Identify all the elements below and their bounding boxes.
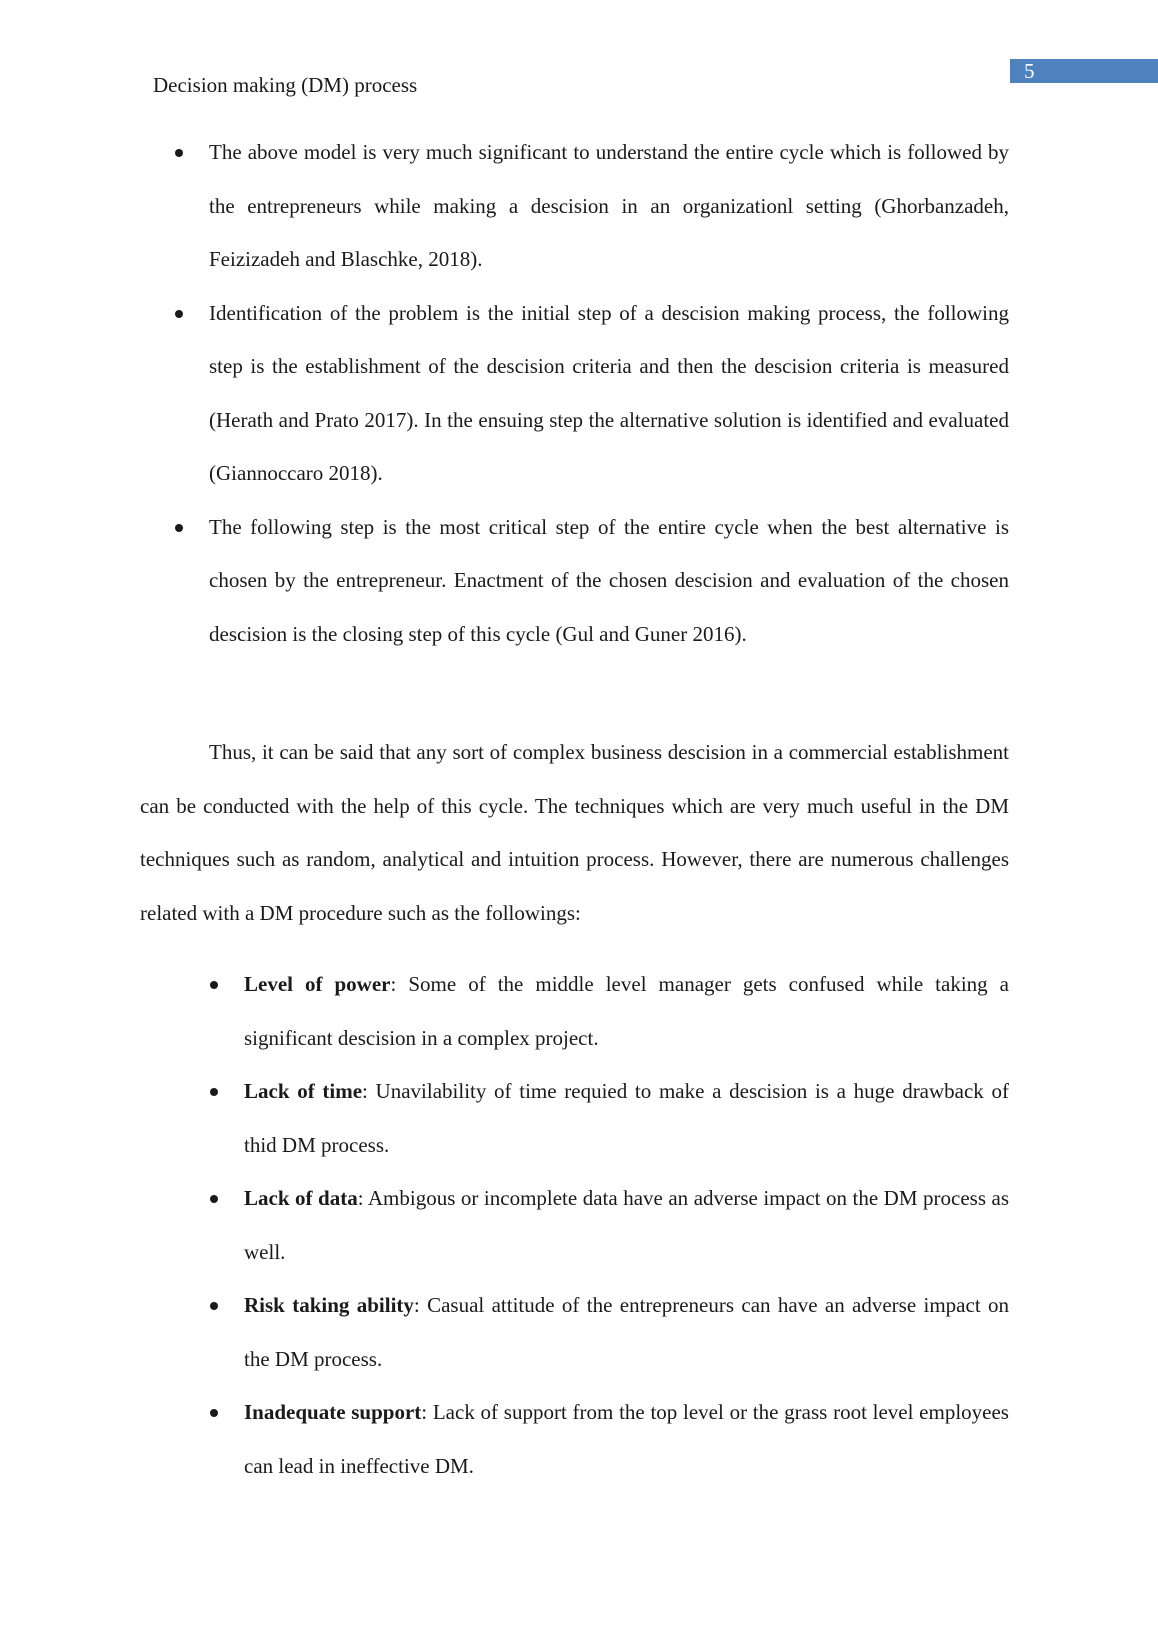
bullet-icon bbox=[210, 1302, 218, 1310]
page-number: 5 bbox=[1010, 59, 1158, 83]
list-item bbox=[244, 1279, 1009, 1386]
list-item bbox=[209, 126, 1009, 287]
list-item bbox=[244, 1386, 1009, 1493]
bullet-icon bbox=[175, 524, 183, 532]
list-item bbox=[244, 1172, 1009, 1279]
challenge-description: : Casual attitude of the entrepreneurs can have an adverse impact on the DM process. bbox=[244, 1293, 1010, 1371]
list-item-text: Identification of the problem is the initial step of a descision making process, the following step is the establishment of the descision criteria and then the descision criteria is measured (Herath and Prato 2017). In the ensuing step the alternative solution is identified and evaluated (Giannoccaro 2018). bbox=[209, 300, 1009, 485]
challenge-description: : Ambigous or incomplete data have an adverse impact on the DM process as well. bbox=[244, 1186, 1009, 1264]
list-item bbox=[209, 287, 1009, 501]
challenge-description: : Some of the middle level manager gets confused while taking a significant descision in a complex project. bbox=[244, 972, 1010, 1050]
bullet-icon bbox=[210, 1195, 218, 1203]
list-item bbox=[209, 501, 1009, 662]
challenge-description: : Unavilability of time requied to make a descision is a huge drawback of thid DM process. bbox=[244, 1079, 1009, 1157]
bullet-icon bbox=[175, 149, 183, 157]
challenge-description: : Lack of support from the top level or the grass root level employees can lead in ineffective DM. bbox=[244, 1400, 1009, 1478]
bullet-icon bbox=[210, 1088, 218, 1096]
challenge-term: Level of power bbox=[244, 972, 391, 996]
list-item-text: The above model is very much significant to understand the entire cycle which is followed by the entrepreneurs while making a descision in an organizationl setting (Ghorbanzadeh, Feizizadeh and Blaschke, 2018). bbox=[209, 140, 1009, 271]
challenge-term: Risk taking ability bbox=[244, 1293, 414, 1317]
bullet-icon bbox=[210, 1409, 218, 1417]
list-item bbox=[244, 958, 1009, 1065]
running-header-title: Decision making (DM) process bbox=[153, 73, 418, 97]
model-bullet-list bbox=[209, 126, 1009, 661]
body-paragraph: Thus, it can be said that any sort of complex business descision in a commercial establishment can be conducted with the help of this cycle. The techniques which are very much useful in the DM techniques such as random, analytical and intuition process. However, there are numerous challenges related with a DM procedure such as the followings: bbox=[140, 740, 1009, 925]
challenge-term: Inadequate support bbox=[244, 1400, 422, 1424]
bullet-icon bbox=[175, 310, 183, 318]
list-item bbox=[244, 1065, 1009, 1172]
bullet-icon bbox=[210, 981, 218, 989]
challenge-term: Lack of time bbox=[244, 1079, 363, 1103]
challenges-bullet-list bbox=[244, 958, 1009, 1493]
list-item-text: The following step is the most critical step of the entire cycle when the best alternative is chosen by the entrepreneur. Enactment of the chosen descision and evaluation of the chosen descision is the closing step of this cycle (Gul and Guner 2016). bbox=[209, 514, 1009, 646]
challenge-term: Lack of data bbox=[244, 1186, 358, 1210]
